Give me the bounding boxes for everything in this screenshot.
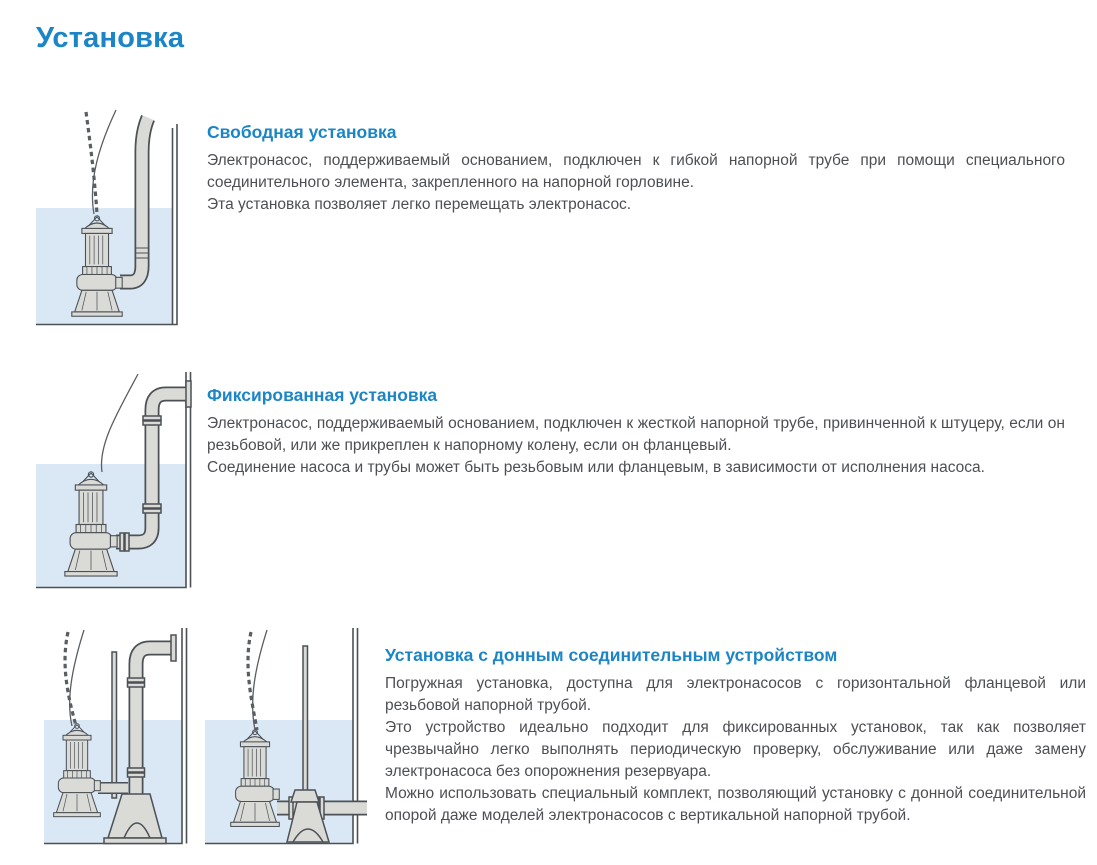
figure-bottom-coupling-duckfoot xyxy=(44,628,192,850)
section-paragraph: Эта установка позволяет легко перемещать электронасос. xyxy=(207,196,632,213)
section-paragraph: Электронасос, поддерживаемый основанием, подключен к гибкой напорной трубе при помощи специального соединительного элемента, закрепленного на напорной горловине. xyxy=(207,152,1065,191)
section-paragraph: Погружная установка, доступна для электронасосов с горизонтальной фланцевой или резьбовой напорной трубой. xyxy=(385,675,1086,714)
power-cable xyxy=(101,374,138,472)
section-heading: Свободная установка xyxy=(207,122,397,142)
figure-free-installation xyxy=(36,108,182,332)
section-paragraph: Электронасос, поддерживаемый основанием, подключен к жесткой напорной трубе, привинченной к штуцеру, если он резьбовой, или же прикреплен к напорному колену, если он фланцевый. xyxy=(207,415,1065,454)
section-fixed-installation xyxy=(207,385,1065,479)
guide-rod xyxy=(303,646,308,796)
section-bottom-coupling xyxy=(385,645,1086,827)
figure-bottom-coupling-horizontal xyxy=(205,628,367,850)
section-heading: Установка с донным соединительным устройством xyxy=(385,645,838,665)
section-heading: Фиксированная установка xyxy=(207,385,438,405)
section-paragraph: Соединение насоса и трубы может быть резьбовым или фланцевым, в зависимости от исполнения насоса. xyxy=(207,459,985,476)
page-title: Установка xyxy=(36,22,185,54)
section-paragraph: Можно использовать специальный комплект, позволяющий установку с донной соединительной опорой даже моделей электронасосов с вертикальной напорной трубой. xyxy=(385,785,1086,824)
lifting-chain xyxy=(86,112,97,214)
section-free-installation xyxy=(207,122,1065,216)
section-paragraph: Это устройство идеально подходит для фиксированных установок, так как позволяет чрезвычайно легко выполнять периодическую проверку, обслуживание или даже замену электронасоса без опорожнения резервуара. xyxy=(385,719,1086,780)
figure-fixed-installation xyxy=(36,372,196,594)
power-cable xyxy=(92,110,116,214)
guide-rod xyxy=(112,652,117,798)
